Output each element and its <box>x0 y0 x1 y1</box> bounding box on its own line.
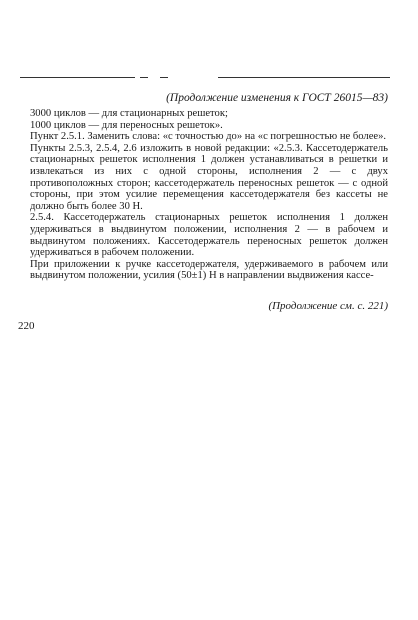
paragraph: Пункт 2.5.1. Заменить слова: «с точностью до» на «с погрешностью не более». <box>30 131 387 143</box>
continuation-note: (Продолжение см. с. 221) <box>268 300 388 312</box>
body-text <box>30 108 388 282</box>
paragraph: При приложении к ручке кассетодержателя, удерживаемого в рабочем или выдвинутом положении, усилия (50±1) Н в направлении выдвижения кассе- <box>30 258 388 282</box>
header-rule-dash <box>160 77 168 78</box>
paragraph: 3000 циклов — для стационарных решеток; <box>30 108 228 119</box>
header-rule <box>20 77 135 78</box>
paragraph: Пункты 2.5.3, 2.5.4, 2.6 изложить в новой редакции: «2.5.3. Кассетодержатель стационарных решеток исполнения 1 должен устанавливаться в решетки и извлекаться из них с одной стороны, исполнения 2 — с двух противоположных сторон; кассетодержатель переносных решеток — с одной стороны, при этом усилие перемещения кассетодержателя без кассеты не должно быть более 30 Н. <box>30 142 388 212</box>
header-rule-dash <box>140 77 148 78</box>
paragraph: 1000 циклов — для переносных решеток». <box>30 119 223 131</box>
paragraph: 2.5.4. Кассетодержатель стационарных решеток исполнения 1 должен удерживаться в выдвинутом положении, исполнения 2 — в рабочем и выдвинутом положениях. Кассетодержатель переносных решеток должен удерживаться в рабочем положении. <box>30 212 388 259</box>
page-number: 220 <box>18 320 35 332</box>
running-header: (Продолжение изменения к ГОСТ 26015—83) <box>166 92 388 104</box>
header-rule <box>218 77 390 78</box>
